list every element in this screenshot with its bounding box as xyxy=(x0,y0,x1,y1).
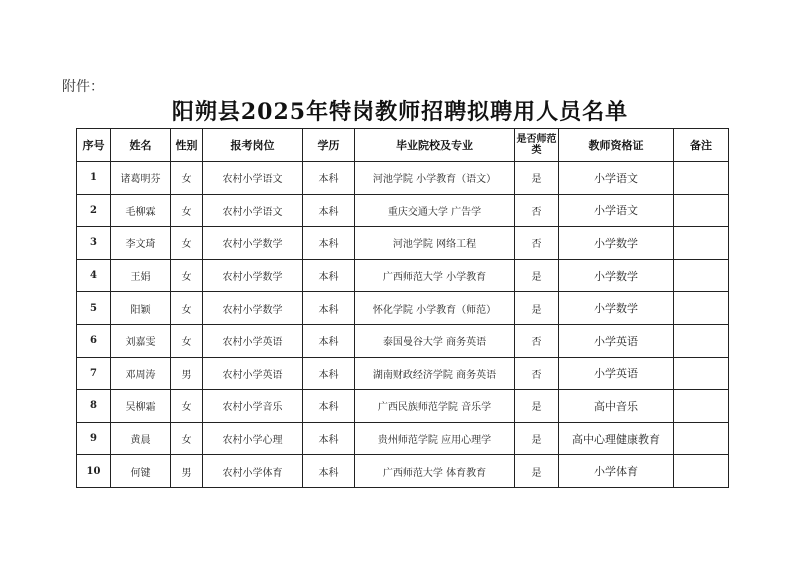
table-row xyxy=(77,227,729,260)
cell-name: 李文琦 xyxy=(111,227,171,260)
table-row xyxy=(77,455,729,488)
cell-position: 农村小学语文 xyxy=(203,162,303,195)
cell-name: 刘嘉雯 xyxy=(111,324,171,357)
cell-remarks xyxy=(674,422,729,455)
cell-is-normal: 是 xyxy=(515,162,559,195)
cell-gender: 女 xyxy=(171,422,203,455)
table-body xyxy=(77,162,729,488)
cell-position: 农村小学心理 xyxy=(203,422,303,455)
cell-school-major: 重庆交通大学 广告学 xyxy=(355,194,515,227)
cell-school-major: 贵州师范学院 应用心理学 xyxy=(355,422,515,455)
cell-education: 本科 xyxy=(303,357,355,390)
cell-remarks xyxy=(674,162,729,195)
cell-gender: 女 xyxy=(171,324,203,357)
cell-remarks xyxy=(674,455,729,488)
cell-school-major: 怀化学院 小学教育（师范） xyxy=(355,292,515,325)
cell-gender: 女 xyxy=(171,162,203,195)
cell-name: 诸葛明芬 xyxy=(111,162,171,195)
cell-education: 本科 xyxy=(303,292,355,325)
cell-name: 邓周涛 xyxy=(111,357,171,390)
cell-index: 7 xyxy=(77,357,111,390)
cell-is-normal: 是 xyxy=(515,292,559,325)
cell-gender: 女 xyxy=(171,390,203,423)
table-row xyxy=(77,324,729,357)
table-row xyxy=(77,162,729,195)
cell-certificate: 小学体育 xyxy=(559,455,674,488)
cell-index: 10 xyxy=(77,455,111,488)
cell-is-normal: 否 xyxy=(515,324,559,357)
cell-school-major: 泰国曼谷大学 商务英语 xyxy=(355,324,515,357)
cell-education: 本科 xyxy=(303,455,355,488)
header-cell: 序号 xyxy=(77,129,111,162)
cell-is-normal: 是 xyxy=(515,390,559,423)
header-cell: 姓名 xyxy=(111,129,171,162)
cell-name: 吴柳霜 xyxy=(111,390,171,423)
cell-is-normal: 否 xyxy=(515,194,559,227)
cell-school-major: 湖南财政经济学院 商务英语 xyxy=(355,357,515,390)
cell-school-major: 河池学院 网络工程 xyxy=(355,227,515,260)
cell-certificate: 小学数学 xyxy=(559,227,674,260)
cell-education: 本科 xyxy=(303,324,355,357)
cell-index: 4 xyxy=(77,259,111,292)
page-title: 阳朔县2025年特岗教师招聘拟聘用人员名单 xyxy=(171,99,629,125)
attachment-label: 附件： xyxy=(62,79,104,95)
cell-position: 农村小学数学 xyxy=(203,227,303,260)
cell-certificate: 小学语文 xyxy=(559,162,674,195)
cell-education: 本科 xyxy=(303,194,355,227)
cell-remarks xyxy=(674,324,729,357)
table-row xyxy=(77,390,729,423)
header-cell: 报考岗位 xyxy=(203,129,303,162)
cell-position: 农村小学英语 xyxy=(203,357,303,390)
cell-school-major: 广西民族师范学院 音乐学 xyxy=(355,390,515,423)
cell-remarks xyxy=(674,390,729,423)
cell-position: 农村小学数学 xyxy=(203,259,303,292)
cell-school-major: 广西师范大学 体育教育 xyxy=(355,455,515,488)
table-row xyxy=(77,357,729,390)
cell-index: 2 xyxy=(77,194,111,227)
cell-is-normal: 否 xyxy=(515,227,559,260)
cell-certificate: 高中心理健康教育 xyxy=(559,422,674,455)
cell-gender: 男 xyxy=(171,357,203,390)
cell-is-normal: 是 xyxy=(515,422,559,455)
cell-gender: 女 xyxy=(171,259,203,292)
cell-position: 农村小学数学 xyxy=(203,292,303,325)
cell-education: 本科 xyxy=(303,162,355,195)
cell-gender: 男 xyxy=(171,455,203,488)
cell-certificate: 小学数学 xyxy=(559,259,674,292)
cell-education: 本科 xyxy=(303,390,355,423)
table-row xyxy=(77,259,729,292)
cell-index: 8 xyxy=(77,390,111,423)
table-row xyxy=(77,194,729,227)
table-header-row xyxy=(77,129,729,162)
cell-certificate: 小学语文 xyxy=(559,194,674,227)
cell-index: 1 xyxy=(77,162,111,195)
cell-remarks xyxy=(674,194,729,227)
cell-is-normal: 是 xyxy=(515,259,559,292)
table-row xyxy=(77,422,729,455)
cell-is-normal: 是 xyxy=(515,455,559,488)
header-cell: 教师资格证 xyxy=(559,129,674,162)
cell-gender: 女 xyxy=(171,227,203,260)
cell-certificate: 小学英语 xyxy=(559,357,674,390)
cell-school-major: 河池学院 小学教育（语文） xyxy=(355,162,515,195)
header-cell: 学历 xyxy=(303,129,355,162)
cell-position: 农村小学体育 xyxy=(203,455,303,488)
header-cell: 毕业院校及专业 xyxy=(355,129,515,162)
cell-gender: 女 xyxy=(171,292,203,325)
cell-education: 本科 xyxy=(303,227,355,260)
cell-certificate: 高中音乐 xyxy=(559,390,674,423)
cell-education: 本科 xyxy=(303,422,355,455)
header-cell: 备注 xyxy=(674,129,729,162)
cell-name: 毛柳霖 xyxy=(111,194,171,227)
cell-name: 阳颖 xyxy=(111,292,171,325)
cell-position: 农村小学英语 xyxy=(203,324,303,357)
table-row xyxy=(77,292,729,325)
cell-index: 3 xyxy=(77,227,111,260)
cell-name: 王娟 xyxy=(111,259,171,292)
cell-name: 黄晨 xyxy=(111,422,171,455)
cell-education: 本科 xyxy=(303,259,355,292)
cell-remarks xyxy=(674,227,729,260)
header-cell: 是否师范类 xyxy=(515,129,559,162)
cell-index: 9 xyxy=(77,422,111,455)
cell-remarks xyxy=(674,357,729,390)
cell-position: 农村小学语文 xyxy=(203,194,303,227)
cell-position: 农村小学音乐 xyxy=(203,390,303,423)
header-cell: 性别 xyxy=(171,129,203,162)
cell-is-normal: 否 xyxy=(515,357,559,390)
cell-school-major: 广西师范大学 小学教育 xyxy=(355,259,515,292)
cell-index: 6 xyxy=(77,324,111,357)
cell-name: 何键 xyxy=(111,455,171,488)
cell-remarks xyxy=(674,292,729,325)
cell-remarks xyxy=(674,259,729,292)
cell-certificate: 小学英语 xyxy=(559,324,674,357)
cell-index: 5 xyxy=(77,292,111,325)
candidate-table xyxy=(76,128,729,488)
cell-gender: 女 xyxy=(171,194,203,227)
cell-certificate: 小学数学 xyxy=(559,292,674,325)
